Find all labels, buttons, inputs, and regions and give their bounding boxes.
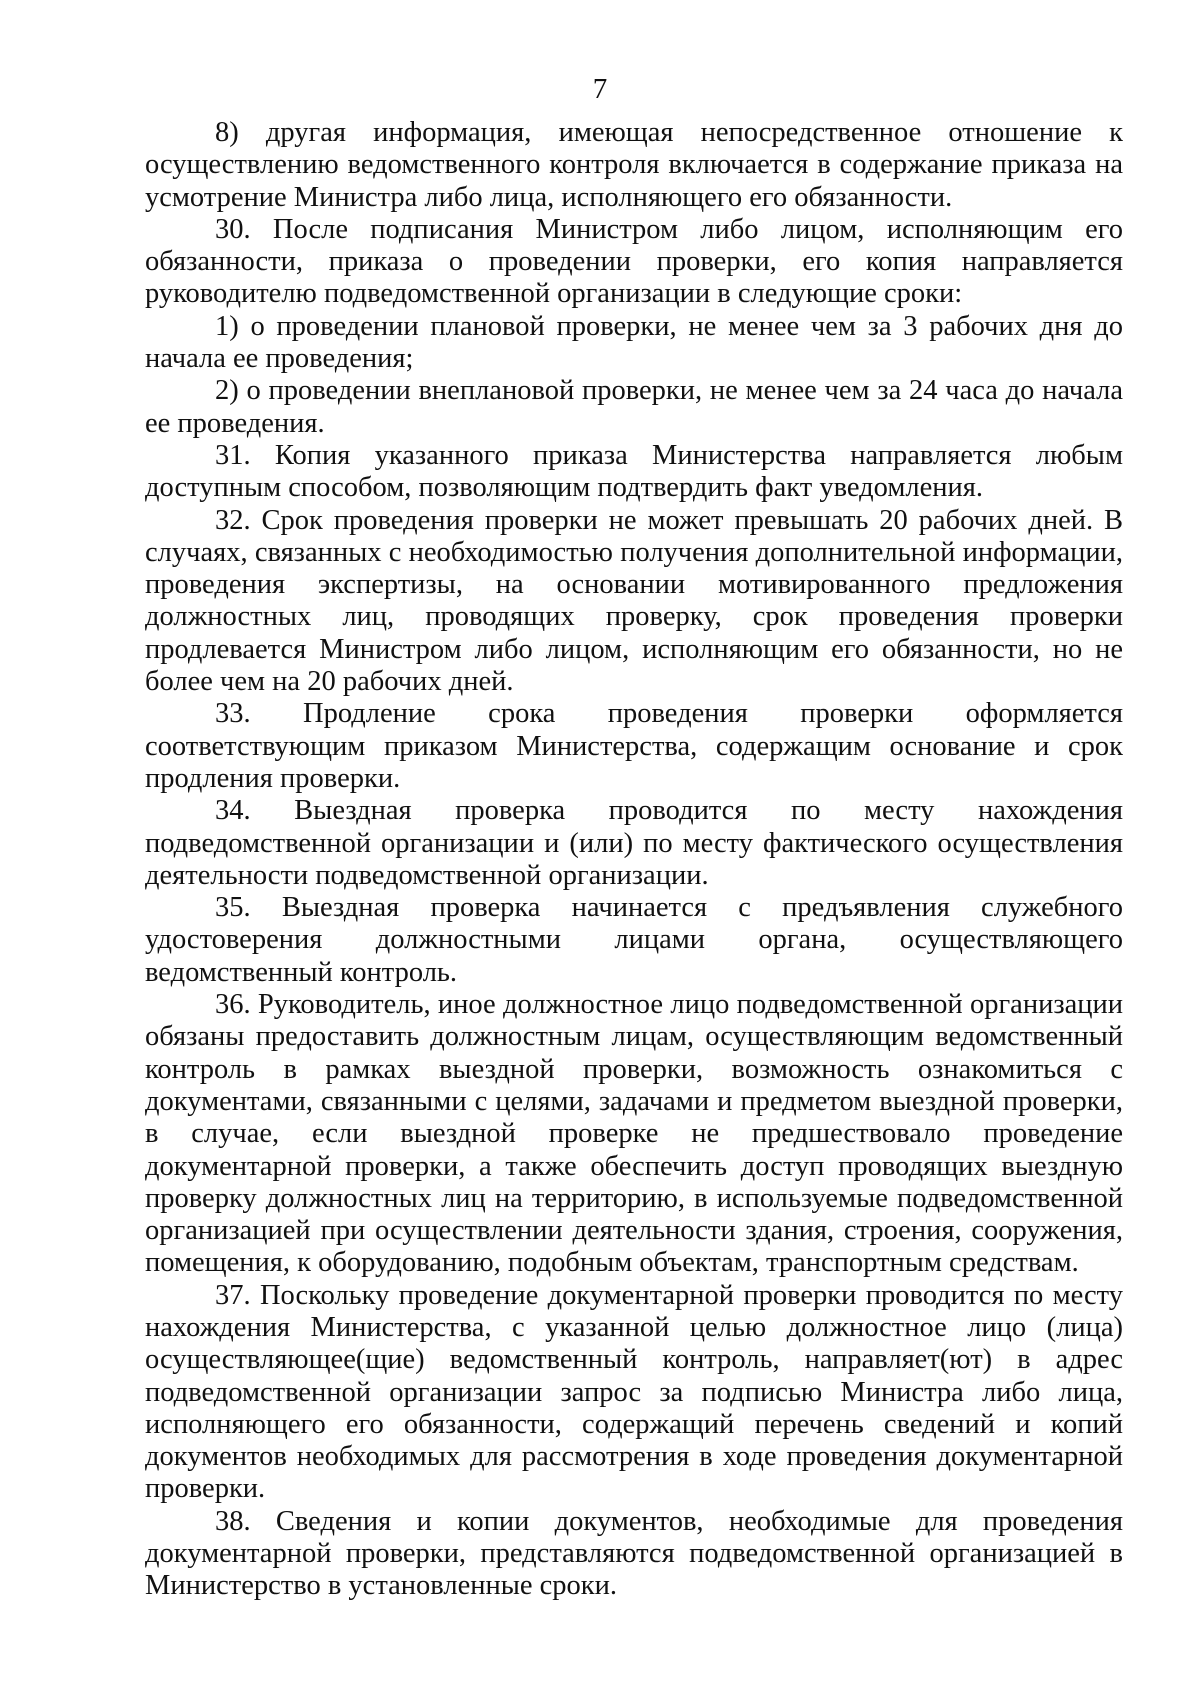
paragraph-33: 33. Продление срока проведения проверки оформляется соответствующим приказом Министерства, содержащим основание и срок продления проверки. bbox=[145, 698, 1123, 794]
paragraph-36: 36. Руководитель, иное должностное лицо подведомственной организации обязаны предоставить должностным лицам, осуществляющим ведомственный контроль в рамках выездной проверки, возможность ознакомиться с документами, связанными с целями, задачами и предметом выездной проверки, в случае, если выездной проверке не предшествовало проведение документарной проверки, а также обеспечить доступ проводящих выездную проверку должностных лиц на территорию, в используемые подведомственной организацией при осуществлении деятельности здания, строения, сооружения, помещения, к оборудованию, подобным объектам, транспортным средствам. bbox=[145, 989, 1123, 1279]
paragraph-item-1: 1) о проведении плановой проверки, не менее чем за 3 рабочих дня до начала ее проведения; bbox=[145, 310, 1123, 375]
paragraph-item-2: 2) о проведении внеплановой проверки, не менее чем за 24 часа до начала ее проведения. bbox=[145, 375, 1123, 439]
paragraph-38: 38. Сведения и копии документов, необходимые для проведения документарной проверки, представляются подведомственной организацией в Министерство в установленные сроки. bbox=[145, 1505, 1123, 1602]
paragraph-37: 37. Поскольку проведение документарной проверки проводится по месту нахождения Министерства, с указанной целью должностное лицо (лица) осуществляющее(щие) ведомственный контроль, направляет(ют) в адрес подведомственной организации запрос за подписью Министра либо лица, исполняющего его обязанности, содержащий перечень сведений и копий документов необходимых для рассмотрения в ходе проведения документарной проверки. bbox=[145, 1279, 1123, 1505]
document-body bbox=[145, 117, 1123, 1603]
paragraph-32: 32. Срок проведения проверки не может превышать 20 рабочих дней. В случаях, связанных с необходимостью получения дополнительной информации, проведения экспертизы, на основании мотивированного предложения должностных лиц, проводящих проверку, срок проведения проверки продлевается Министром либо лицом, исполняющим его обязанности, но не более чем на 20 рабочих дней. bbox=[145, 504, 1123, 698]
paragraph-30: 30. После подписания Министром либо лицом, исполняющим его обязанности, приказа о проведении проверки, его копия направляется руководителю подведомственной организации в следующие сроки: bbox=[145, 213, 1123, 310]
page-number: 7 bbox=[592, 73, 608, 105]
paragraph-31: 31. Копия указанного приказа Министерства направляется любым доступным способом, позволяющим подтвердить факт уведомления. bbox=[145, 439, 1123, 504]
paragraph-34: 34. Выездная проверка проводится по месту нахождения подведомственной организации и (или) по месту фактического осуществления деятельности подведомственной организации. bbox=[145, 795, 1123, 891]
paragraph-35: 35. Выездная проверка начинается с предъявления служебного удостоверения должностными лицами органа, осуществляющего ведомственный контроль. bbox=[145, 892, 1123, 988]
paragraph-item-8: 8) другая информация, имеющая непосредственное отношение к осуществлению ведомственного контроля включается в содержание приказа на усмотрение Министра либо лица, исполняющего его обязанности. bbox=[145, 117, 1123, 213]
